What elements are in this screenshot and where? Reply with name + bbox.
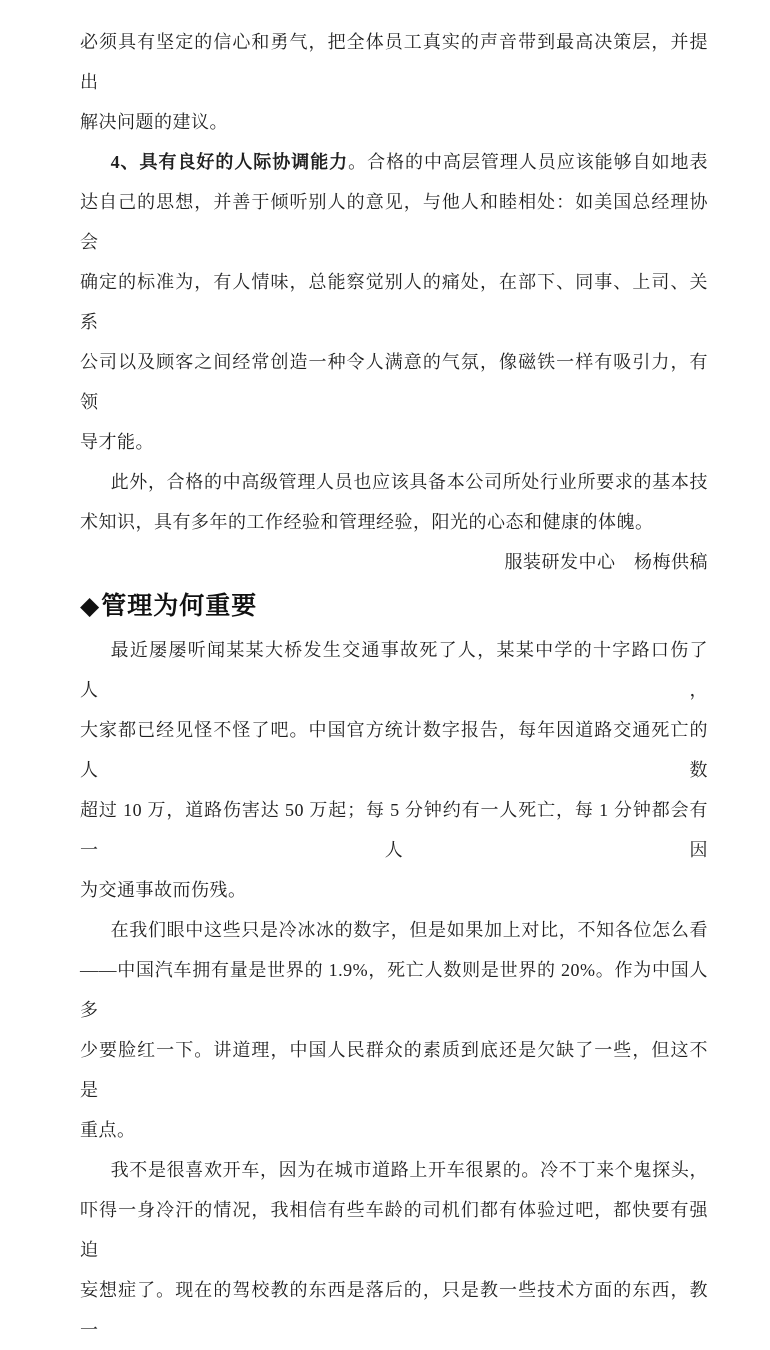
line-text: 吓得一身冷汗的情况，我相信有些车龄的司机们都有体验过吧，都快要有强迫	[80, 1200, 708, 1260]
line-text: 在我们眼中这些只是冷冰冰的数字，但是如果加上对比，不知各位怎么看	[110, 920, 708, 940]
line-text: 妄想症了。现在的驾校教的东西是落后的，只是教一些技术方面的东西，教一	[80, 1280, 708, 1340]
body-text-line	[80, 342, 708, 422]
body-text-line	[80, 950, 708, 1030]
body-text-line	[80, 790, 708, 870]
bold-lead-text: 4、具有良好的人际协调能力	[110, 152, 349, 172]
body-text-line	[80, 710, 708, 790]
body-text-line	[80, 102, 708, 142]
body-text-line	[80, 22, 708, 102]
section-heading	[80, 582, 708, 630]
line-text: 此外，合格的中高级管理人员也应该具备本公司所处行业所要求的基本技	[110, 472, 708, 492]
body-text-line	[80, 870, 708, 910]
body-text-line	[80, 1270, 708, 1350]
body-text-line	[80, 262, 708, 342]
line-text: 管理为何重要	[101, 592, 258, 620]
body-text-line	[80, 1030, 708, 1110]
paragraph-lead-line	[80, 630, 708, 710]
line-text: 超过 10 万，道路伤害达 50 万起；每 5 分钟约有一人死亡，每 1 分钟都会有一人因	[80, 800, 708, 860]
line-text: 大家都已经见怪不怪了吧。中国官方统计数字报告，每年因道路交通死亡的人数	[80, 720, 708, 780]
line-text: 公司以及顾客之间经常创造一种令人满意的气氛，像磁铁一样有吸引力，有领	[80, 352, 708, 412]
line-text: 最近屡屡听闻某某大桥发生交通事故死了人，某某中学的十字路口伤了人，	[80, 640, 708, 700]
paragraph-lead-line	[80, 462, 708, 502]
document-body	[80, 22, 708, 1350]
line-text: 导才能。	[80, 432, 154, 452]
paragraph-lead-line	[80, 910, 708, 950]
body-text-line	[80, 1190, 708, 1270]
body-text-line	[80, 1110, 708, 1150]
line-text: 服装研发中心 杨梅供稿	[504, 552, 708, 572]
paragraph-lead-line	[80, 1150, 708, 1190]
line-text: 为交通事故而伤残。	[80, 880, 247, 900]
line-text: 重点。	[80, 1120, 136, 1140]
line-text: 解决问题的建议。	[80, 112, 228, 132]
paragraph-lead-line	[80, 142, 708, 182]
line-text: 达自己的思想，并善于倾听别人的意见，与他人和睦相处：如美国总经理协会	[80, 192, 708, 252]
line-text: 。合格的中高层管理人员应该能够自如地表	[348, 152, 709, 172]
diamond-bullet-icon: ◆	[80, 592, 101, 620]
body-text-line	[80, 422, 708, 462]
attribution-line	[80, 542, 708, 582]
line-text: ——中国汽车拥有量是世界的 1.9%，死亡人数则是世界的 20%。作为中国人多	[80, 960, 708, 1020]
line-text: 确定的标准为，有人情味，总能察觉别人的痛处，在部下、同事、上司、关系	[80, 272, 708, 332]
body-text-line	[80, 182, 708, 262]
body-text-line	[80, 502, 708, 542]
line-text: 必须具有坚定的信心和勇气，把全体员工真实的声音带到最高决策层，并提出	[80, 32, 708, 92]
line-text: 少要脸红一下。讲道理，中国人民群众的素质到底还是欠缺了一些，但这不是	[80, 1040, 708, 1100]
line-text: 我不是很喜欢开车，因为在城市道路上开车很累的。冷不丁来个鬼探头，	[110, 1160, 708, 1180]
line-text: 术知识，具有多年的工作经验和管理经验，阳光的心态和健康的体魄。	[80, 512, 654, 532]
